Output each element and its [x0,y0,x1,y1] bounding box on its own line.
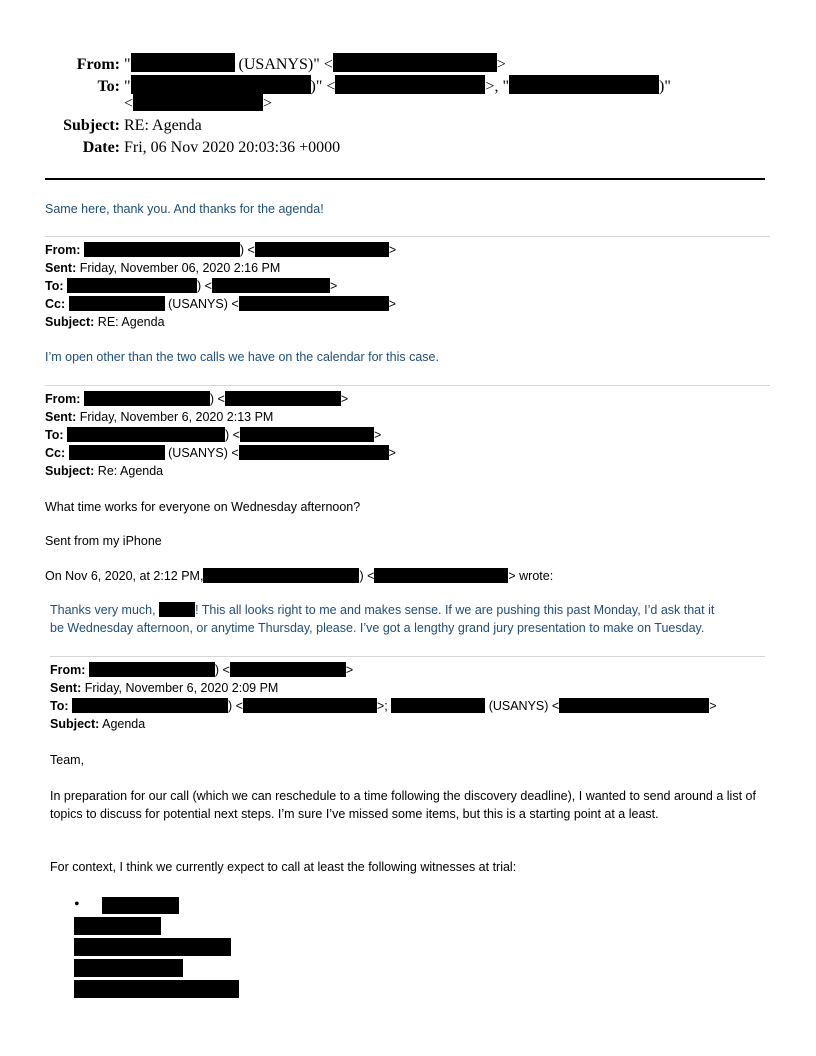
redaction [239,296,389,311]
msg2-subject-label: Subject: [45,315,95,329]
redaction [74,938,231,956]
msg5-to-org: (USANYS) < [488,699,560,713]
redaction [84,242,240,257]
msg1-body: Same here, thank you. And thanks for the agenda! [45,202,324,216]
header-to-sep: )" < [310,78,336,95]
header-date-value: Fri, 06 Nov 2020 20:03:36 +0000 [124,139,341,156]
redaction [74,959,183,977]
msg5-from-close: > [345,663,354,677]
redaction [239,445,389,460]
msg5-subject [50,715,145,733]
redaction [69,445,165,460]
msg2-to [45,277,337,295]
msg5-from-label: From: [50,663,86,677]
msg2-subject-value: RE: Agenda [97,315,165,329]
msg2-cc-sep: (USANYS) < [168,297,239,311]
redaction [89,662,215,677]
redaction [74,917,161,935]
msg3-body1: What time works for everyone on Wednesday afternoon? [45,500,361,514]
msg3-cc-close: > [388,446,396,460]
redaction [72,698,228,713]
msg2-to-label: To: [45,279,64,293]
msg2-from-label: From: [45,243,81,257]
msg2-cc-label: Cc: [45,297,66,311]
redaction [102,897,179,914]
msg5-from [50,661,353,679]
redaction [391,698,485,713]
msg-divider [45,385,770,386]
msg3-from-sep: ) < [209,392,225,406]
redaction [255,242,389,257]
msg2-sent-label: Sent: [45,261,77,275]
msg5-sent [50,679,278,697]
msg2-cc [45,295,396,313]
msg2-cc-close: > [388,297,396,311]
redaction [133,94,263,111]
msg5-to-close: > [709,699,717,713]
msg3-quote-a: On Nov 6, 2020, at 2:12 PM, [45,569,204,583]
redaction [225,391,341,406]
msg2-from-close: > [388,243,397,257]
msg4-body-b: ! This all looks right to me and makes sense. If we are pushing this past Monday, I’d ask that it [195,603,715,617]
msg5-para1: In preparation for our call (which we can reschedule to a time following the discovery deadline), I wanted to send around a list of topics to discuss for potential next steps. I’m sure I’ve missed some items, but this is a starting point at a least. [50,789,756,821]
header-from-label: From: [76,56,120,73]
msg3-from-label: From: [45,392,81,406]
header-from-quote: " [124,56,131,73]
msg-divider [50,656,765,657]
header-from-close: > [496,56,506,73]
msg3-to-close: > [373,428,382,442]
msg2-from-sep: ) < [239,243,255,257]
msg3-to-label: To: [45,428,64,442]
redaction [335,75,485,94]
msg5-sent-label: Sent: [50,681,82,695]
msg5-to-sep2: >; [376,699,388,713]
list-bullet: • [74,896,80,913]
msg4-line1 [50,601,714,619]
header-to-quote: " [124,78,131,95]
msg4-line2: be Wednesday afternoon, or anytime Thursday, please. I’ve got a lengthy grand jury presentation to make on Tuesday. [50,621,705,635]
msg2-sent-value: Friday, November 06, 2020 2:16 PM [79,261,281,275]
redaction [67,427,225,442]
header-to-close: )" [658,78,671,95]
header-from-line [40,53,506,75]
header-to-label: To: [97,78,120,95]
msg4-body-a: Thanks very much, [50,603,156,617]
header-to-open2: < [124,95,134,112]
header-from-org: (USANYS)" < [238,56,333,73]
header-date-line [40,138,340,158]
header-subject-line [40,116,202,136]
msg3-cc-sep: (USANYS) < [168,446,239,460]
msg3-cc [45,444,396,462]
redaction [203,568,359,583]
redaction [374,568,508,583]
header-to-sep2: >, " [485,78,509,95]
msg2-subject [45,313,165,331]
msg3-quote-b: ) < [359,569,375,583]
msg5-to-label: To: [50,699,69,713]
redaction [131,75,311,94]
msg3-from-close: > [340,392,349,406]
header-subject-value: RE: Agenda [124,117,202,134]
msg5-to [50,697,717,715]
msg2-to-sep: ) < [197,279,212,293]
msg3-sent-label: Sent: [45,410,77,424]
msg5-to-sep: ) < [228,699,243,713]
redaction [74,980,239,998]
header-to-close2: > [263,95,273,112]
msg5-para2: For context, I think we currently expect to call at least the following witnesses at trial: [50,860,517,874]
msg5-subject-label: Subject: [50,717,100,731]
redaction [159,602,195,617]
msg3-quote-intro [45,567,553,585]
msg2-from [45,241,396,259]
msg3-sent-value: Friday, November 6, 2020 2:13 PM [79,410,274,424]
redaction [559,698,709,713]
header-date-label: Date: [82,139,120,156]
redaction [212,278,330,293]
msg2-body: I’m open other than the two calls we have on the calendar for this case. [45,350,439,364]
msg3-subject-label: Subject: [45,464,95,478]
redaction [69,296,165,311]
redaction [243,698,377,713]
msg3-subject [45,462,163,480]
redaction [67,278,197,293]
header-divider [45,178,765,180]
msg5-subject-value: Agenda [102,717,146,731]
msg5-greeting: Team, [50,753,85,767]
msg5-sent-value: Friday, November 6, 2020 2:09 PM [84,681,279,695]
header-subject-label: Subject: [63,117,120,134]
redaction [240,427,374,442]
msg2-sent [45,259,280,277]
msg3-quote-c: > wrote: [508,569,554,583]
redaction [509,75,659,94]
msg3-to-sep: ) < [225,428,240,442]
msg2-to-close: > [329,279,338,293]
msg3-to [45,426,381,444]
header-to-line2 [124,94,272,114]
redaction [131,53,235,72]
msg3-body2: Sent from my iPhone [45,534,162,548]
msg3-sent [45,408,273,426]
redaction [230,662,346,677]
redaction [84,391,210,406]
msg3-cc-label: Cc: [45,446,66,460]
msg5-from-sep: ) < [214,663,230,677]
msg3-subject-value: Re: Agenda [97,464,164,478]
msg3-from [45,390,348,408]
msg-divider [45,236,770,237]
redaction [333,53,497,72]
